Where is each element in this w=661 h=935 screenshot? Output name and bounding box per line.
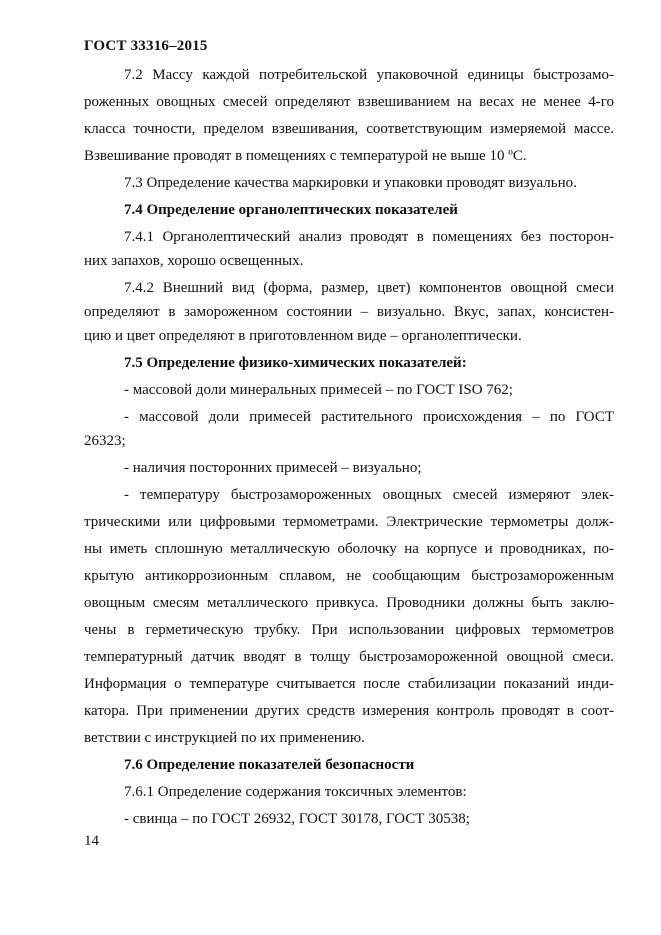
text-line: цию и цвет определяют в приготовленном виде – органолептически.	[84, 328, 522, 344]
text-line: класса точности, пределом взвешивания, соответствующим измеряемой массе.	[84, 121, 614, 137]
list-item: - температуру быстрозамороженных овощных смесей измеряют элек-	[124, 487, 614, 503]
text-line: Взвешивание проводят в помещениях с температурой не выше 10 ºС.	[84, 148, 527, 164]
text-line: 7.2 Массу каждой потребительской упаковочной единицы быстрозамо-	[124, 67, 614, 83]
text-line: 7.4.2 Внешний вид (форма, размер, цвет) компонентов овощной смеси	[124, 280, 614, 296]
text-line: 7.3 Определение качества маркировки и упаковки проводят визуально.	[124, 175, 577, 191]
text-line: 7.6.1 Определение содержания токсичных элементов:	[124, 784, 467, 800]
section-heading: 7.5 Определение физико-химических показателей:	[124, 355, 467, 371]
text-line: 7.4.1 Органолептический анализ проводят в помещениях без посторон-	[124, 229, 614, 245]
text-line: роженных овощных смесей определяют взвешиванием на весах не менее 4-го	[84, 94, 614, 110]
text-line: ветствии с инструкцией по их применению.	[84, 730, 365, 746]
page-number: 14	[84, 833, 99, 849]
text-line: 26323;	[84, 433, 126, 449]
document-header: ГОСТ 33316–2015	[84, 38, 208, 54]
list-item: - массовой доли минеральных примесей – по ГОСТ ISO 762;	[124, 382, 513, 398]
list-item: - массовой доли примесей растительного происхождения – по ГОСТ	[124, 409, 614, 425]
text-line: чены в герметическую трубку. При использовании цифровых термометров	[84, 622, 614, 638]
text-line: температурный датчик вводят в толщу быстрозамороженной овощной смеси.	[84, 649, 614, 665]
text-line: катора. При применении других средств измерения контроль проводят в соот-	[84, 703, 614, 719]
section-heading: 7.6 Определение показателей безопасности	[124, 757, 415, 773]
text-line: ны иметь сплошную металлическую оболочку на корпусе и проводниках, по-	[84, 541, 614, 557]
text-line: Информация о температуре считывается после стабилизации показаний инди-	[84, 676, 614, 692]
text-line: трическими или цифровыми термометрами. Электрические термометры долж-	[84, 514, 614, 530]
text-line: них запахов, хорошо освещенных.	[84, 253, 304, 269]
text-line: крытую антикоррозионным сплавом, не сообщающим быстрозамороженным	[84, 568, 614, 584]
text-line: овощным смесям металлического привкуса. Проводники должны быть заклю-	[84, 595, 614, 611]
list-item: - наличия посторонних примесей – визуально;	[124, 460, 422, 476]
section-heading: 7.4 Определение органолептических показателей	[124, 202, 458, 218]
text-line: определяют в замороженном состоянии – визуально. Вкус, запах, консистен-	[84, 304, 614, 320]
list-item: - свинца – по ГОСТ 26932, ГОСТ 30178, ГОСТ 30538;	[124, 811, 470, 827]
